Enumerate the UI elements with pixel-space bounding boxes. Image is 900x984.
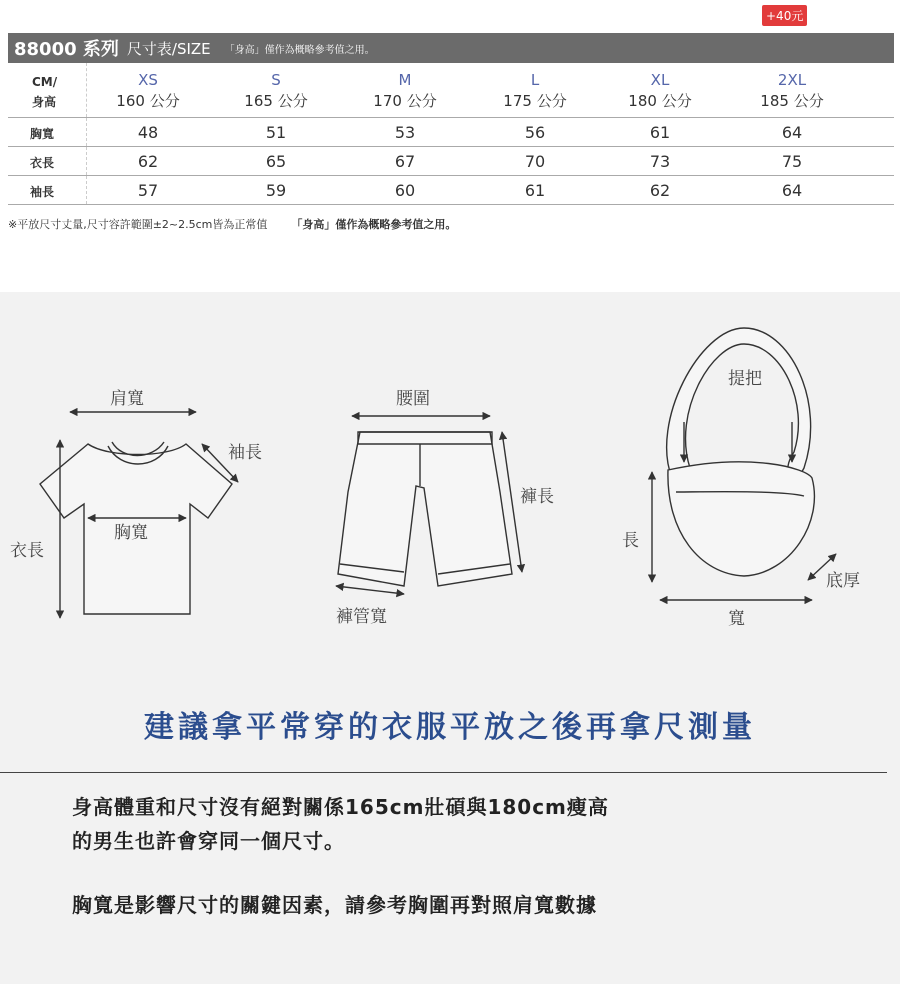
label-bag-width: 寬 — [728, 609, 745, 629]
chest-xl: 61 — [649, 123, 671, 142]
table-header-row — [8, 63, 894, 118]
length-s: 65 — [265, 152, 287, 171]
chest-s: 51 — [265, 123, 287, 142]
row-label-length: 衣長 — [30, 156, 55, 170]
measurement-guide-panel — [0, 292, 900, 984]
label-handle: 提把 — [728, 369, 762, 389]
footnote-height-note: 「身高」僅作為概略參考值之用。 — [291, 218, 457, 231]
measurement-footnote — [8, 216, 456, 232]
sleeve-l: 61 — [524, 181, 546, 200]
table-row-length — [8, 147, 894, 176]
corner-height-label: 身高 — [32, 95, 57, 109]
label-hem-width: 褲管寬 — [336, 607, 387, 627]
column-divider — [86, 118, 87, 146]
length-m: 67 — [394, 152, 416, 171]
size-table-subtitle: 尺寸表/SIZE — [126, 39, 211, 58]
label-pants-length: 褲長 — [520, 487, 554, 507]
chest-m: 53 — [394, 123, 416, 142]
column-divider — [86, 63, 87, 117]
label-shoulder-width: 肩寬 — [110, 389, 144, 409]
divider-line — [0, 772, 887, 773]
length-2xl: 75 — [781, 152, 803, 171]
size-header-l: L — [530, 71, 540, 89]
bag-handle-outline — [667, 328, 811, 479]
height-note: 「身高」僅作為概略參考值之用。 — [224, 44, 375, 56]
size-header-s: S — [271, 71, 281, 89]
tip-paragraph-1: 身高體重和尺寸沒有絕對關係165cm壯碩與180cm瘦高 — [72, 795, 609, 819]
length-xl: 73 — [649, 152, 671, 171]
tip-paragraph-2: 的男生也許會穿同一個尺寸。 — [72, 829, 345, 853]
size-header-xl: XL — [650, 71, 670, 89]
chest-l: 56 — [524, 123, 546, 142]
label-waist: 腰圍 — [396, 389, 430, 409]
sleeve-xs: 57 — [137, 181, 159, 200]
size-height-l: 175 公分 — [503, 92, 567, 110]
length-l: 70 — [524, 152, 546, 171]
sleeve-m: 60 — [394, 181, 416, 200]
sleeve-xl: 62 — [649, 181, 671, 200]
size-height-m: 170 公分 — [373, 92, 437, 110]
label-bag-depth: 底厚 — [826, 571, 860, 591]
tip-paragraph-3: 胸寬是影響尺寸的關鍵因素，請參考胸圍再對照肩寬數據 — [72, 893, 597, 917]
size-height-xs: 160 公分 — [116, 92, 180, 110]
size-table-title-bar — [8, 33, 894, 63]
size-height-xl: 180 公分 — [628, 92, 692, 110]
label-body-length: 衣長 — [10, 541, 44, 561]
label-sleeve-length: 袖長 — [228, 443, 262, 463]
price-badge: +40元 — [762, 5, 807, 26]
column-divider — [86, 147, 87, 175]
table-row-chest — [8, 118, 894, 147]
sleeve-s: 59 — [265, 181, 287, 200]
label-chest-width: 胸寬 — [114, 523, 148, 543]
chest-2xl: 64 — [781, 123, 803, 142]
size-height-2xl: 185 公分 — [760, 92, 824, 110]
measure-tip-headline: 建議拿平常穿的衣服平放之後再拿尺測量 — [144, 710, 756, 745]
sleeve-2xl: 64 — [781, 181, 803, 200]
table-row-sleeve — [8, 176, 894, 205]
measurement-diagrams — [0, 292, 900, 692]
shorts-outline — [338, 432, 512, 586]
size-header-2xl: 2XL — [777, 71, 807, 89]
label-bag-height: 長 — [622, 531, 639, 551]
column-divider — [86, 176, 87, 204]
series-name: 88000 系列 — [14, 39, 119, 60]
size-height-s: 165 公分 — [244, 92, 308, 110]
corner-unit-label: CM/ — [32, 75, 58, 89]
bag-body-outline — [668, 462, 815, 576]
chest-xs: 48 — [137, 123, 159, 142]
size-header-m: M — [398, 71, 412, 89]
length-xs: 62 — [137, 152, 159, 171]
tolerance-note: ※平放尺寸丈量,尺寸容許範圍±2~2.5cm皆為正常值 — [8, 218, 268, 231]
size-table — [8, 63, 894, 205]
row-label-sleeve: 袖長 — [30, 185, 55, 199]
size-header-xs: XS — [138, 71, 158, 89]
row-label-chest: 胸寬 — [30, 127, 55, 141]
